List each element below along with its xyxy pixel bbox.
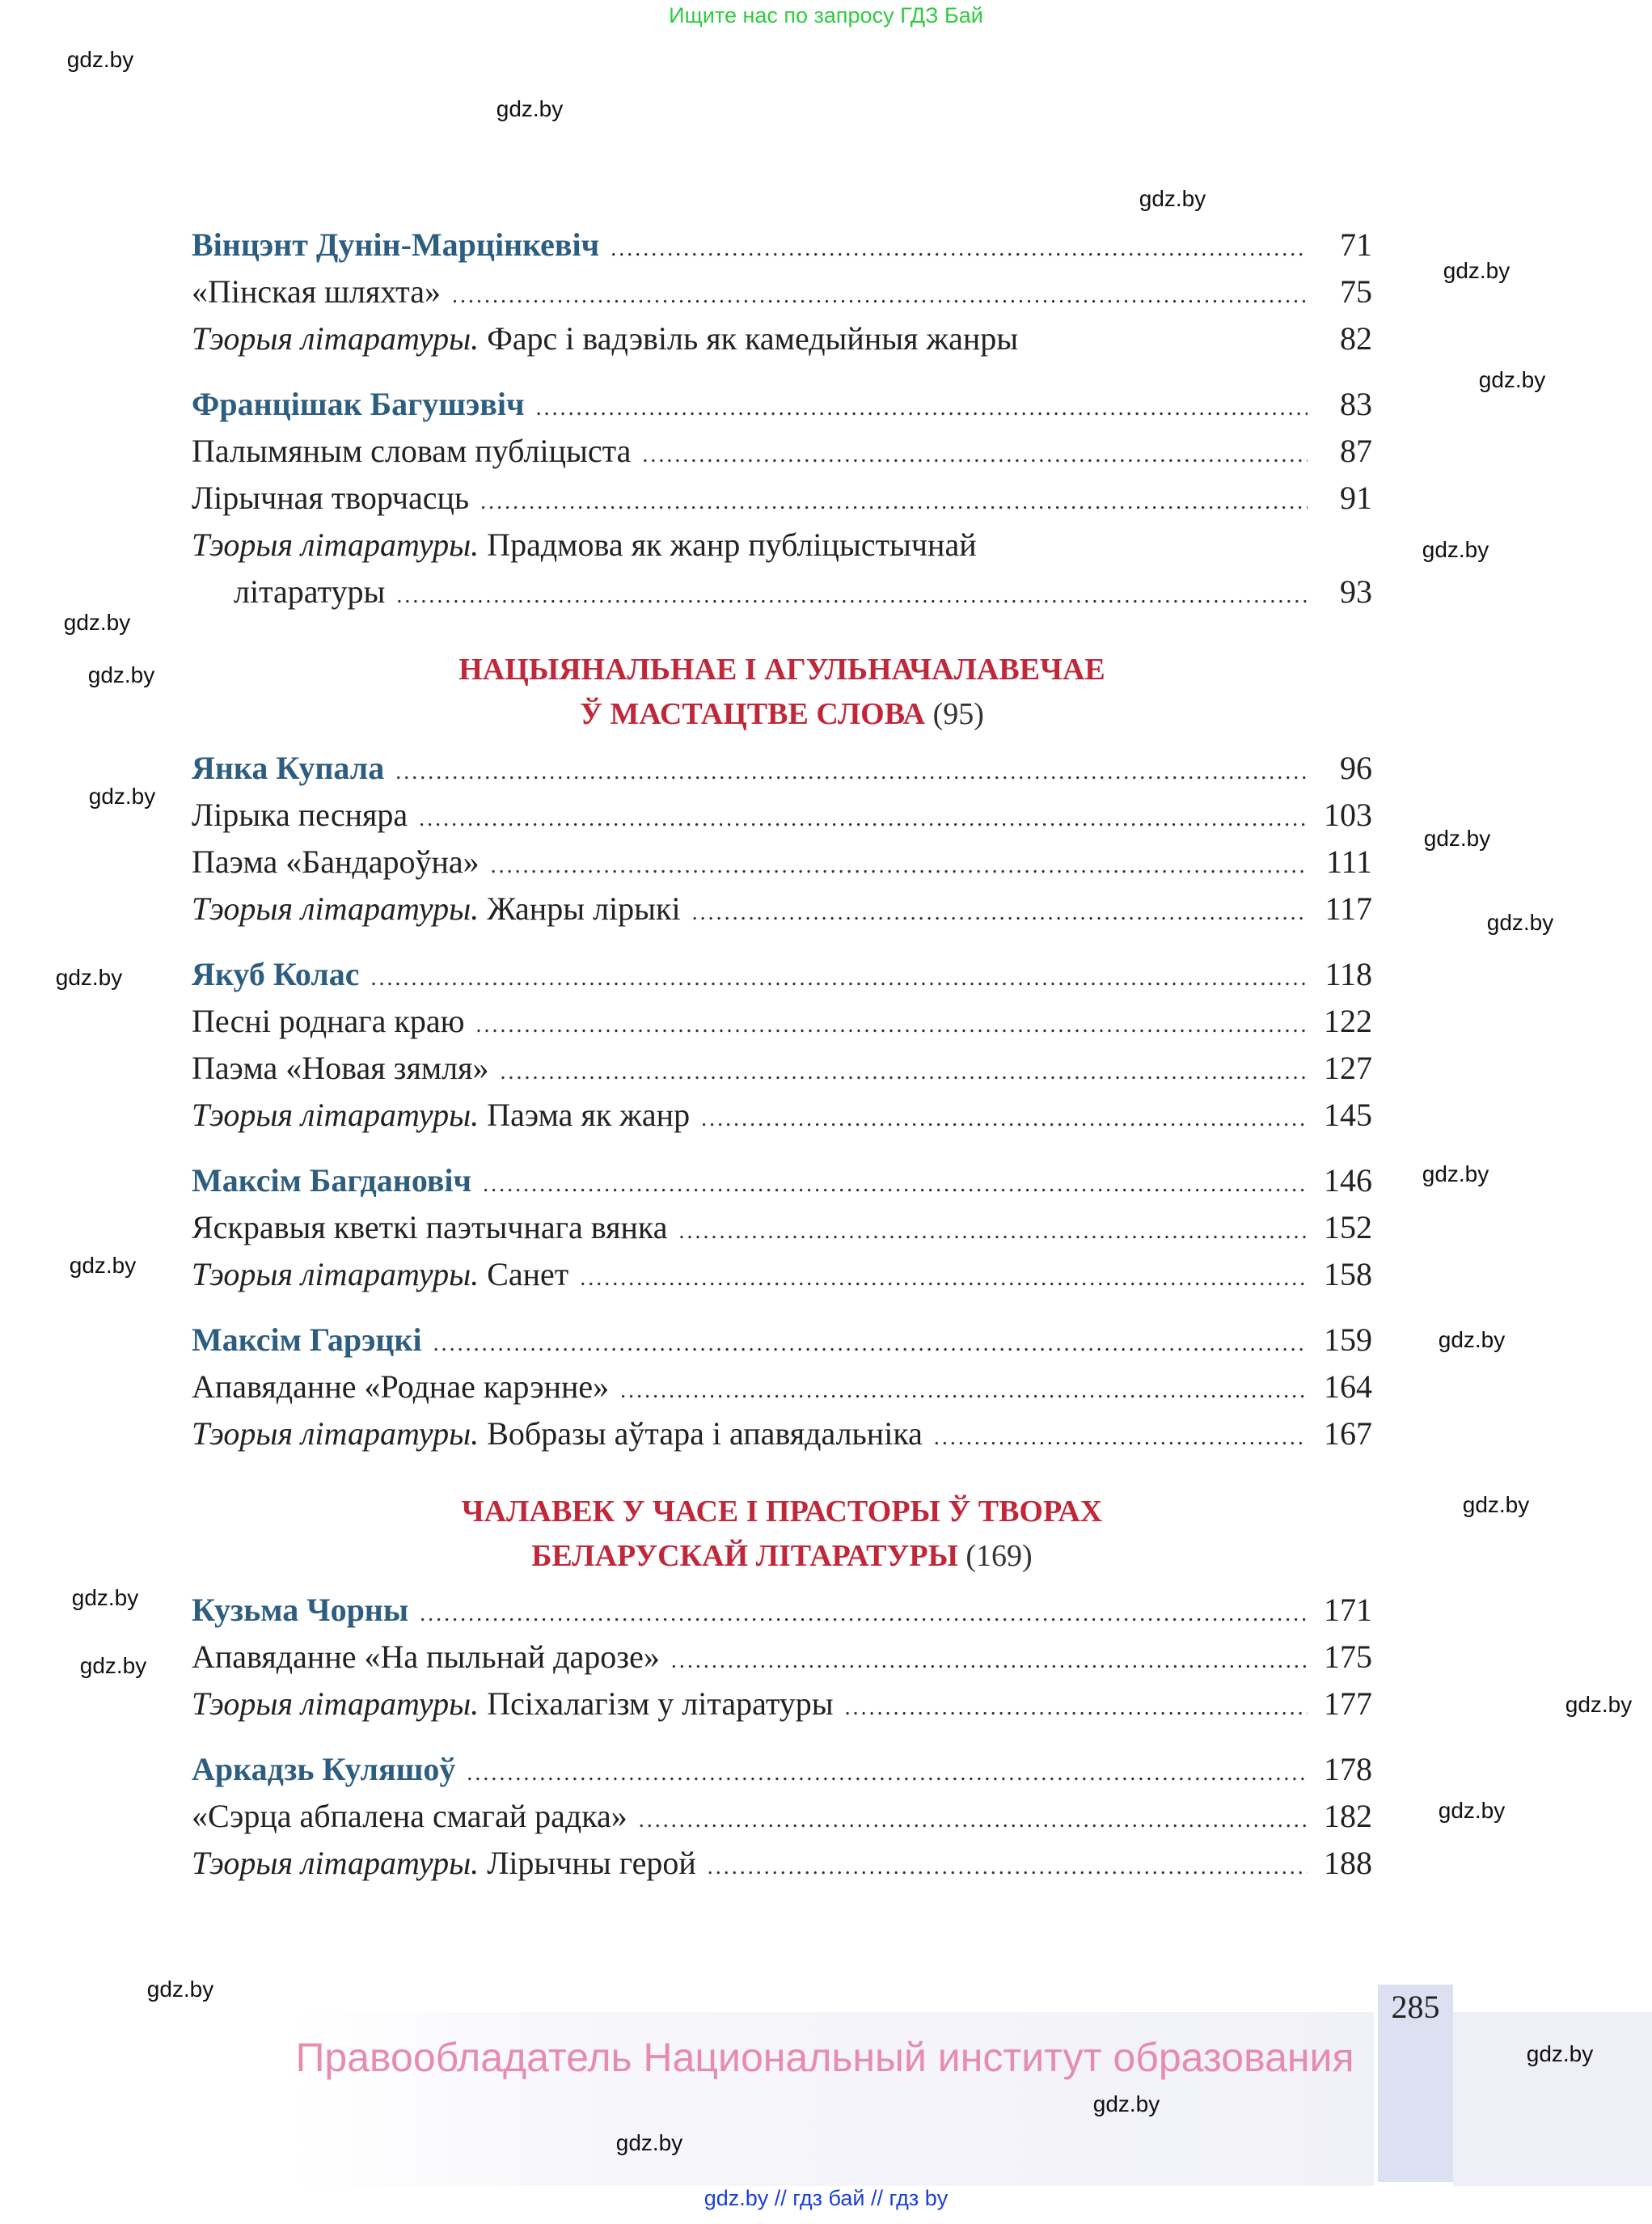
dot-leader [395,749,1308,796]
toc-entry-work[interactable] [192,1045,1372,1092]
watermark: gdz.by [1565,1692,1633,1717]
toc-entry-work[interactable] [192,792,1372,839]
section-heading [192,648,1372,737]
toc-page-number: 158 [1324,1256,1372,1292]
watermark: gdz.by [1092,2091,1160,2116]
toc-page-number: 117 [1325,890,1372,927]
toc-page-number: 87 [1340,433,1372,469]
toc-entry-title [192,1204,668,1251]
toc-entry-title [192,428,631,475]
watermark: gdz.by [66,47,134,72]
watermark: gdz.by [146,1977,214,2002]
footer-right-band [1453,2012,1652,2186]
toc-entry-author[interactable] [192,951,1372,998]
toc-entry-work[interactable] [192,1793,1372,1840]
watermark: gdz.by [63,610,131,635]
toc-entry-theory[interactable] [192,1251,1372,1298]
dot-leader [483,1161,1308,1208]
theory-label: Тэорыя літаратуры. [192,890,480,927]
watermark: gdz.by [1423,826,1491,851]
toc-entry-text: «Пінская шляхта» [192,273,442,310]
watermark: gdz.by [1462,1492,1530,1517]
dot-leader [501,1049,1308,1096]
toc-entry-title [192,792,408,839]
toc-entry-text: Яскравыя кветкі паэтычнага вянка [192,1209,668,1245]
toc-page-number: 83 [1340,386,1372,422]
section-heading-line: НАЦЫЯНАЛЬНАЕ І АГУЛЬНАЧАЛАВЕЧАЕ [458,653,1105,687]
toc-entry-title [192,1157,471,1204]
toc-page-number: 159 [1324,1321,1372,1358]
toc-entry-author[interactable] [192,381,1372,428]
toc-entry-title [192,1634,660,1681]
dot-leader [679,1208,1308,1255]
theory-label: Тэорыя літаратуры. [192,1845,480,1881]
toc-entry-text: Максім Гарэцкі [192,1321,422,1358]
watermark: gdz.by [79,1653,147,1678]
toc-entry-text: Прадмова як жанр публіцыстычнай [479,526,977,563]
toc-entry-theory[interactable] [192,1681,1372,1727]
watermark: gdz.by [1443,258,1510,283]
toc-entry-title [192,268,441,315]
toc-page-number: 175 [1324,1638,1372,1675]
toc-entry-text: літаратуры [234,573,386,610]
toc-page-number: 118 [1325,956,1372,992]
section-heading-line [192,1534,1372,1579]
dot-leader [708,1844,1308,1891]
toc-entry-title [192,1251,568,1298]
toc-entry-title [192,1045,489,1092]
toc-entry-title [192,1364,609,1410]
dot-leader [642,432,1308,479]
toc-entry-text: Вобразы аўтара і апавядальніка [479,1415,923,1452]
toc-entry-work[interactable] [192,1364,1372,1410]
theory-label: Тэорыя літаратуры. [192,320,480,357]
toc-page-number: 188 [1324,1845,1372,1881]
toc-page-number: 182 [1324,1798,1372,1834]
theory-label: Тэорыя літаратуры. [192,1256,480,1292]
toc-entry-text: Апавяданне «На пыльнай дарозе» [192,1638,660,1675]
toc-page-number: 122 [1324,1003,1372,1039]
watermark: gdz.by [1422,537,1489,562]
toc-entry-text: Лірычны герой [479,1845,696,1881]
watermark: gdz.by [55,965,123,990]
toc-entry-title [192,1746,455,1793]
toc-entry-theory[interactable] [192,522,1372,569]
toc-entry-author[interactable] [192,745,1372,792]
toc-page-number: 82 [1340,320,1372,357]
toc-entry-author[interactable] [192,222,1372,268]
toc-page-number: 96 [1340,750,1372,786]
toc-entry-text: Вінцэнт Дунін-Марцінкевіч [192,226,600,263]
watermark: gdz.by [71,1585,139,1610]
toc-entry-title [192,998,465,1045]
toc-entry-author[interactable] [192,1746,1372,1793]
dot-leader [452,273,1308,319]
toc-entry-title [192,745,384,792]
dot-leader [467,1750,1308,1797]
dot-leader [419,796,1308,843]
toc-entry-text: Паэма «Новая зямля» [192,1050,489,1086]
toc-entry-work[interactable] [192,998,1372,1045]
watermark: gdz.by [1422,1161,1489,1186]
dot-leader [701,1096,1308,1143]
toc-entry-text: Янка Купала [192,750,385,786]
toc-entry-text: Якуб Колас [192,956,360,992]
toc-entry-title [192,1092,690,1139]
toc-entry-theory[interactable] [192,1092,1372,1139]
toc-page-number: 75 [1340,273,1372,310]
toc-entry-text: Лірычная творчасць [192,480,470,516]
watermark: gdz.by [1438,1798,1506,1823]
toc-entry-text: Апавяданне «Роднае карэнне» [192,1368,610,1405]
toc-entry-text: Псіхалагізм у літаратуры [479,1685,834,1722]
section-page-number: (95) [932,697,984,731]
toc-entry-title [192,315,1018,362]
toc-entry-title [192,1410,923,1457]
section-heading-text: Ў МАСТАЦТВЕ СЛОВА [580,697,926,731]
dot-leader [620,1368,1308,1414]
toc-entry-text: Паэма як жанр [479,1097,691,1133]
watermark: gdz.by [1526,2041,1594,2066]
toc-entry-title [192,1840,696,1887]
toc-entry-author[interactable] [192,1157,1372,1204]
toc-entry-text: Палымяным словам публіцыста [192,433,632,469]
toc-entry-theory[interactable] [192,315,1372,362]
section-heading [192,1490,1372,1579]
toc-entry-text: Максім Багдановіч [192,1162,472,1199]
toc-entry-work[interactable] [192,839,1372,886]
toc-entry-theory[interactable] [192,1840,1372,1887]
dot-leader [476,1002,1308,1049]
dot-leader [692,890,1308,937]
theory-label: Тэорыя літаратуры. [192,1097,480,1133]
watermark: gdz.by [1486,910,1554,935]
toc-entry-title [192,1317,422,1364]
search-banner[interactable]: Ищите нас по запросу ГДЗ Бай [669,3,983,27]
toc-entry-text: Лірыка песняра [192,797,408,833]
watermark: gdz.by [496,96,564,121]
dot-leader [371,955,1308,1002]
theory-label: Тэорыя літаратуры. [192,1685,480,1722]
toc-entry-text: Францішак Багушэвіч [192,386,525,422]
toc-page-number: 145 [1324,1097,1372,1133]
dot-leader [480,479,1308,526]
toc-page-number: 111 [1325,844,1372,880]
toc-entry-title [234,569,385,615]
section-heading-text: БЕЛАРУСКАЙ ЛІТАРАТУРЫ [531,1539,958,1573]
watermark: gdz.by [87,662,155,687]
watermark: gdz.by [69,1253,137,1278]
toc-entry-title [192,1681,834,1727]
toc-page-number: 171 [1324,1592,1372,1628]
toc-entry-title [192,475,469,522]
watermark: gdz.by [88,784,156,809]
toc-entry-cont[interactable] [192,569,1372,615]
dot-leader [396,573,1308,619]
toc-entry-author[interactable] [192,1587,1372,1634]
toc-page-number: 164 [1324,1368,1372,1405]
dot-leader [580,1255,1308,1302]
toc-entry-title [192,1793,627,1840]
section-heading-line [192,692,1372,737]
toc-page-number: 91 [1340,480,1372,516]
dot-leader [934,1414,1308,1461]
section-page-number: (169) [965,1539,1033,1573]
watermark: gdz.by [1139,186,1206,211]
toc-entry-theory[interactable] [192,1410,1372,1457]
rights-holder-text: Правообладатель Национальный институт образования [295,2035,1354,2080]
toc-page-number: 71 [1340,226,1372,263]
toc-entry-text: Кузьма Чорны [192,1592,409,1628]
dot-leader [671,1638,1308,1685]
page-number: 285 [1391,1989,1440,2025]
dot-leader [433,1321,1308,1368]
section-heading-line: ЧАЛАВЕК У ЧАСЕ І ПРАСТОРЫ Ў ТВОРАХ [461,1495,1103,1528]
toc-page-number: 177 [1324,1685,1372,1722]
toc-page-number: 167 [1324,1415,1372,1452]
toc-entry-title [192,839,480,886]
toc-entry-title [192,951,360,998]
dot-leader [536,385,1308,432]
toc-page-number: 103 [1324,797,1372,833]
toc-entry-work[interactable] [192,1204,1372,1251]
toc-entry-title [192,381,525,428]
watermark: gdz.by [1478,367,1546,392]
toc-entry-text: «Сэрца абпалена смагай радка» [192,1798,627,1834]
toc-entry-text: Аркадзь Куляшоў [192,1751,456,1787]
toc-page-number: 93 [1340,573,1372,610]
dot-leader [611,226,1308,273]
toc-entry-work[interactable] [192,428,1372,475]
dot-leader [639,1797,1308,1844]
toc-entry-title [192,1587,408,1634]
toc-entry-theory[interactable] [192,886,1372,932]
toc-entry-text: Фарс і вадэвіль як камедыйныя жанры [479,320,1019,357]
dot-leader [420,1591,1308,1638]
toc-page-number: 152 [1324,1209,1372,1245]
bottom-links[interactable]: gdz.by // гдз бай // гдз by [703,2186,949,2210]
toc-entry-title [192,222,599,268]
toc-entry-title [192,886,681,932]
watermark: gdz.by [615,2130,683,2155]
dot-leader [845,1685,1308,1731]
toc-entry-author[interactable] [192,1317,1372,1364]
toc-entry-text: Жанры лірыкі [479,890,681,927]
toc-page-number: 178 [1324,1751,1372,1787]
toc-entry-title [192,522,977,569]
dot-leader [491,843,1308,890]
toc-page-number: 127 [1324,1050,1372,1086]
watermark: gdz.by [1438,1327,1506,1352]
theory-label: Тэорыя літаратуры. [192,1415,480,1452]
toc-entry-work[interactable] [192,268,1372,315]
toc-entry-text: Песні роднага краю [192,1003,465,1039]
toc-entry-text: Паэма «Бандароўна» [192,844,480,880]
toc-entry-work[interactable] [192,1634,1372,1681]
toc-page-number: 146 [1324,1162,1372,1199]
table-of-contents [192,222,1372,1887]
toc-entry-work[interactable] [192,475,1372,522]
toc-entry-text: Санет [479,1256,569,1292]
theory-label: Тэорыя літаратуры. [192,526,480,563]
